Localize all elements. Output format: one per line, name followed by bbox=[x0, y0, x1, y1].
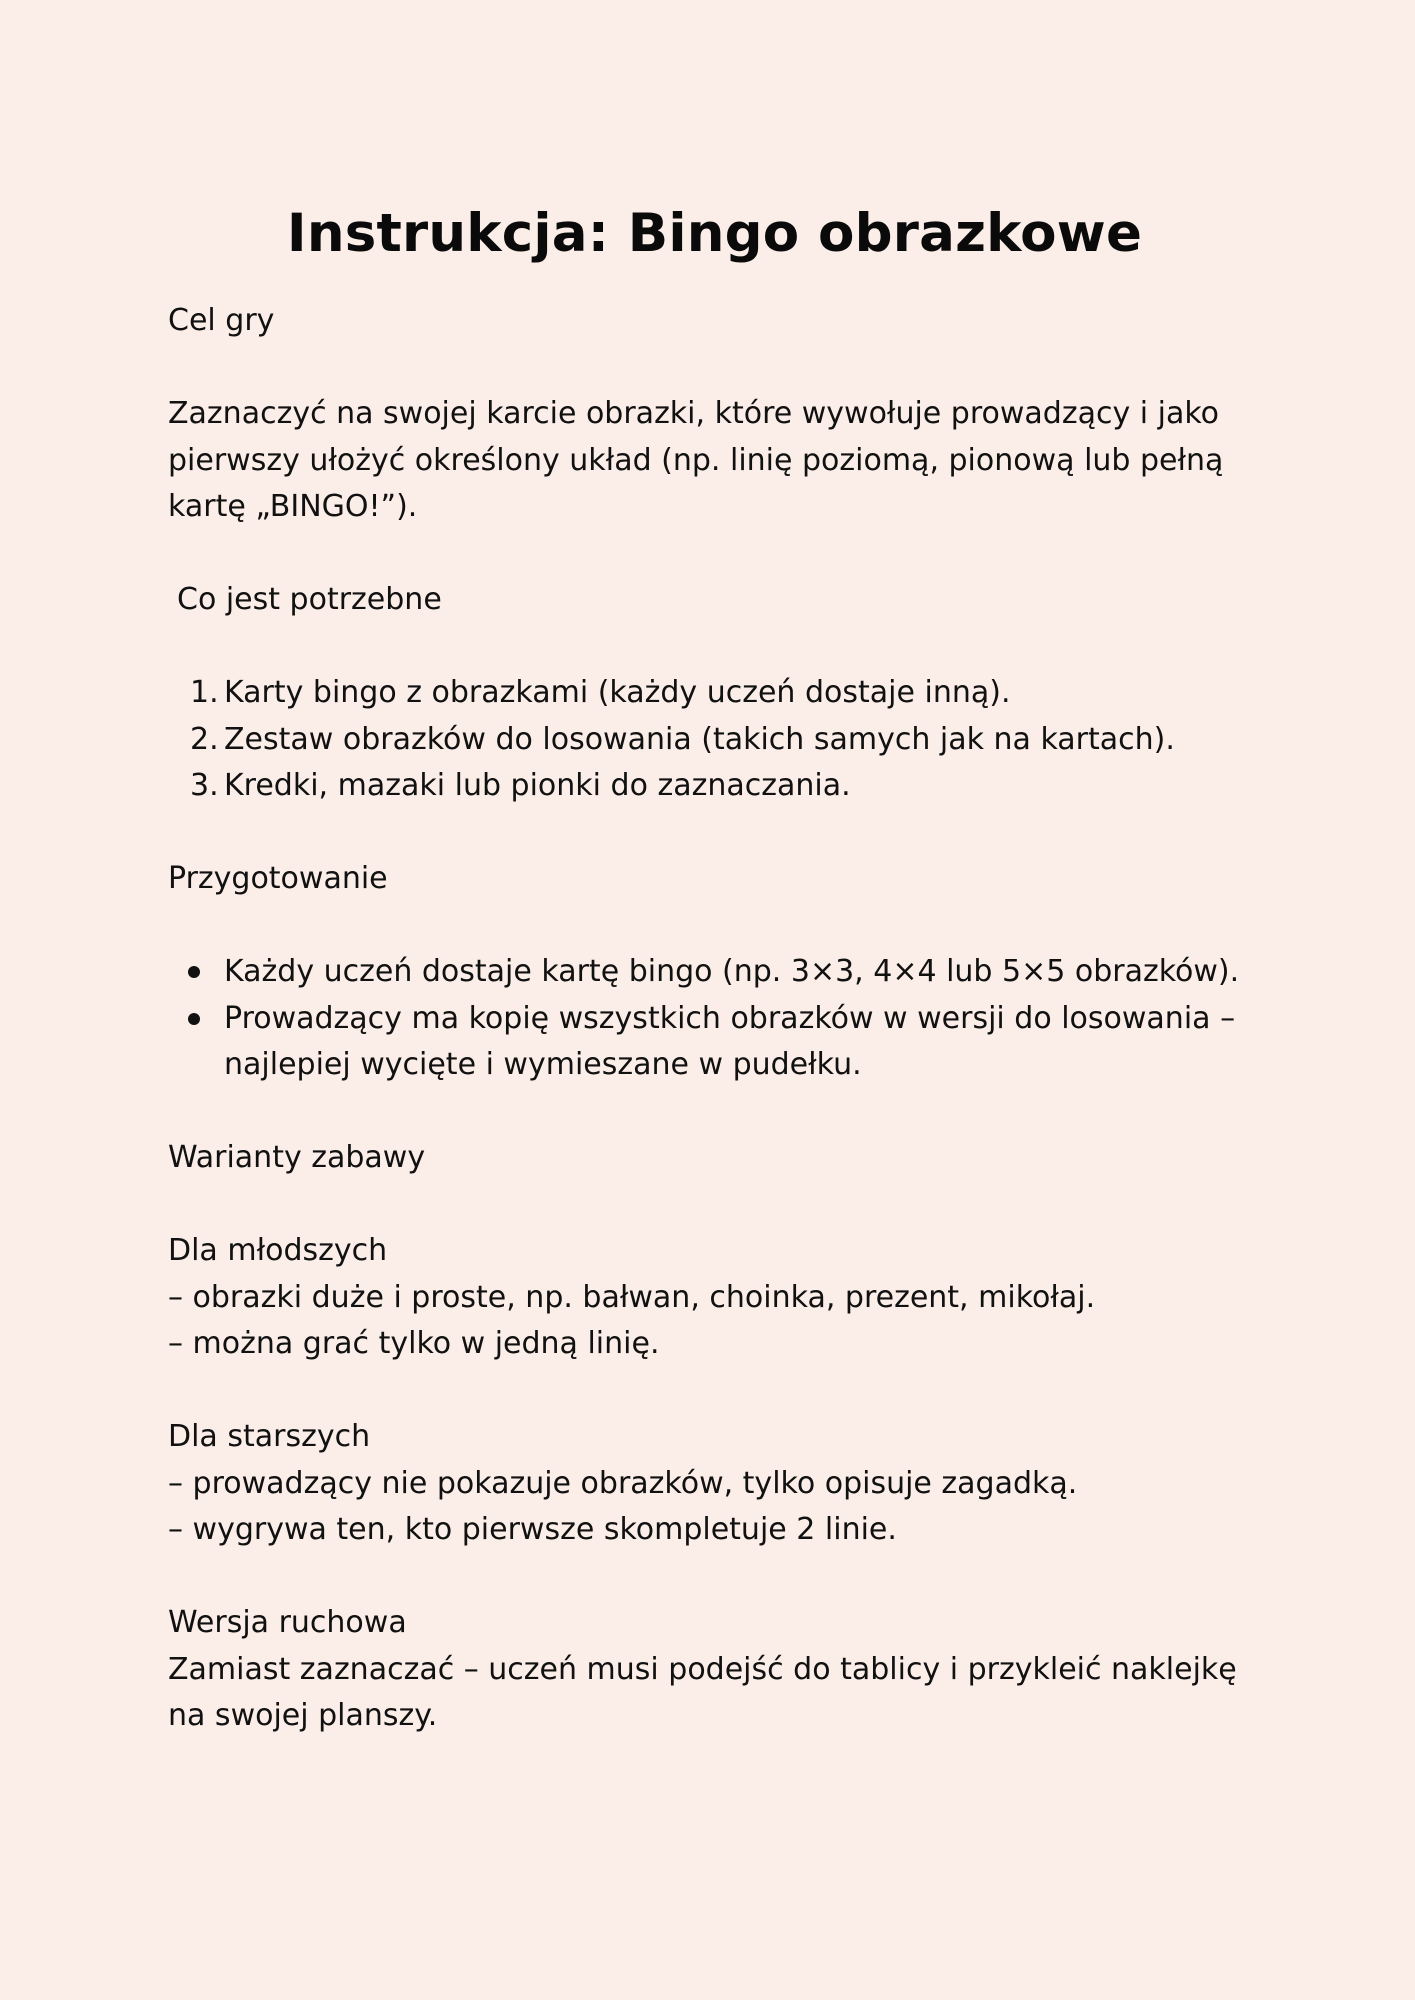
list-item bbox=[168, 949, 1258, 996]
document-page bbox=[168, 196, 1258, 1740]
list-item bbox=[168, 670, 1258, 717]
bullet-icon bbox=[188, 1013, 200, 1025]
preparation-list bbox=[168, 949, 1258, 1089]
older-line: – prowadzący nie pokazuje obrazków, tylko opisuje zagadką. bbox=[168, 1465, 1078, 1501]
list-item bbox=[168, 763, 1258, 810]
goal-heading: Cel gry bbox=[168, 303, 275, 338]
needed-heading: Co jest potrzebne bbox=[177, 582, 442, 617]
variants-heading: Warianty zabawy bbox=[168, 1140, 426, 1175]
list-number: 1. bbox=[190, 675, 219, 710]
list-item-text: Kredki, mazaki lub pionki do zaznaczania. bbox=[224, 768, 851, 803]
older-line: – wygrywa ten, kto pierwsze skompletuje 2 linie. bbox=[168, 1512, 897, 1547]
younger-heading: Dla młodszych bbox=[168, 1233, 388, 1268]
list-item-text: Prowadzący ma kopię wszystkich obrazków w wersji do losowania – najlepiej wycięte i wymieszane w pudełku. bbox=[224, 1000, 1236, 1082]
list-item-text: Karty bingo z obrazkami (każdy uczeń dostaje inną). bbox=[224, 675, 1011, 710]
preparation-heading: Przygotowanie bbox=[168, 861, 388, 896]
younger-line: – obrazki duże i proste, np. bałwan, choinka, prezent, mikołaj. bbox=[168, 1279, 1096, 1315]
list-number: 3. bbox=[190, 768, 219, 803]
document-title: Instrukcja: Bingo obrazkowe bbox=[286, 203, 1143, 264]
list-item bbox=[168, 717, 1258, 764]
movement-heading: Wersja ruchowa bbox=[168, 1605, 407, 1640]
goal-text: Zaznaczyć na swojej karcie obrazki, które wywołuje prowadzący i jako pierwszy ułożyć określony układ (np. linię poziomą, pionową lub pełną kartę „BINGO!”). bbox=[168, 396, 1224, 524]
younger-line: – można grać tylko w jedną linię. bbox=[168, 1326, 660, 1361]
movement-text: Zamiast zaznaczać – uczeń musi podejść do tablicy i przykleić naklejkę na swojej planszy. bbox=[168, 1651, 1237, 1733]
needed-list bbox=[168, 670, 1258, 810]
list-item-text: Zestaw obrazków do losowania (takich samych jak na kartach). bbox=[224, 721, 1175, 757]
document-body bbox=[168, 298, 1258, 1740]
list-number: 2. bbox=[190, 721, 219, 757]
list-item-text: Każdy uczeń dostaje kartę bingo (np. 3×3, 4×4 lub 5×5 obrazków). bbox=[224, 954, 1240, 989]
older-heading: Dla starszych bbox=[168, 1419, 371, 1454]
bullet-icon bbox=[188, 966, 200, 978]
list-item bbox=[168, 996, 1258, 1089]
